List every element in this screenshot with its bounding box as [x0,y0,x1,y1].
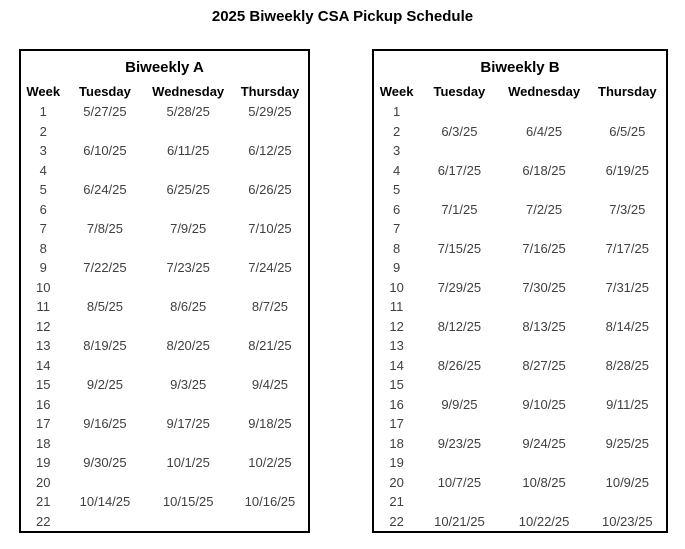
date-cell: 10/14/25 [79,494,131,510]
week-cell: 5 [393,182,401,198]
date-cell: 9/10/25 [522,396,566,412]
table-row [21,258,308,278]
date-cell [144,473,232,493]
date-cell [65,200,144,220]
date-cell [65,395,144,415]
date-cell: 10/16/25 [244,494,296,510]
week-cell: 7 [393,221,401,237]
week-cell: 17 [36,416,51,432]
date-cell [144,356,232,376]
table-row [374,512,666,532]
date-cell: 9/11/25 [606,396,649,412]
table-row [374,453,666,473]
week-cell: 7 [39,221,47,237]
date-cell: 7/23/25 [166,260,210,276]
table-row [21,141,308,161]
column-header-week: Week [26,84,61,99]
date-cell: 7/2/25 [525,201,563,217]
table-row [374,161,666,181]
table-row [21,336,308,356]
week-cell: 21 [389,494,404,510]
table-row [21,219,308,239]
week-cell: 4 [39,162,47,178]
table-row [374,356,666,376]
date-cell [419,453,499,473]
date-cell [419,102,499,122]
date-cell: 7/22/25 [83,260,127,276]
week-cell: 3 [393,143,401,159]
week-cell: 14 [389,357,404,373]
date-cell [589,336,666,356]
week-cell: 8 [393,240,401,256]
date-cell [65,473,144,493]
date-cell: 9/30/25 [83,455,127,471]
table-row [21,102,308,122]
date-cell: 7/24/25 [248,260,292,276]
table-row [21,317,308,337]
date-cell [232,356,308,376]
date-cell: 9/23/25 [437,435,482,451]
date-cell [65,122,144,142]
week-cell: 11 [36,299,50,315]
date-cell [500,297,589,317]
table-row [21,375,308,395]
week-cell: 19 [389,455,404,471]
table-row [21,395,308,415]
date-cell [500,336,589,356]
table-row [21,239,308,259]
date-cell: 8/20/25 [166,338,210,354]
date-cell [589,141,666,161]
week-cell: 10 [389,279,404,295]
date-cell [589,180,666,200]
header-row [21,81,308,102]
date-cell [589,258,666,278]
date-cell: 7/1/25 [441,201,478,217]
date-cell: 9/24/25 [522,435,566,451]
date-cell: 8/5/25 [86,299,124,315]
date-cell: 6/5/25 [609,123,646,139]
table-row [21,122,308,142]
date-cell [65,278,144,298]
table-row [21,473,308,493]
date-cell: 6/26/25 [248,182,292,198]
date-cell [232,122,308,142]
table-row [374,395,666,415]
week-cell: 3 [39,143,47,159]
week-cell: 1 [39,104,47,120]
date-cell [65,161,144,181]
table-row [21,512,308,532]
table-row [374,317,666,337]
week-cell: 9 [39,260,47,276]
week-cell: 16 [36,396,51,412]
column-header-wednesday: Wednesday [508,84,581,99]
table-row [21,453,308,473]
date-cell [144,395,232,415]
date-cell: 8/19/25 [83,338,127,354]
date-cell [419,219,499,239]
date-cell: 7/30/25 [522,279,566,295]
date-cell [419,180,499,200]
table-row [374,473,666,493]
date-cell [144,434,232,454]
date-cell: 10/1/25 [166,455,210,471]
date-cell: 8/26/25 [437,357,482,373]
date-cell [65,356,144,376]
date-cell: 8/12/25 [437,318,482,334]
date-cell: 7/29/25 [437,279,482,295]
week-cell: 1 [393,104,401,120]
date-cell [232,200,308,220]
date-cell: 8/6/25 [170,299,207,315]
week-cell: 15 [36,377,51,393]
date-cell: 5/29/25 [248,104,292,120]
column-header-thursday: Thursday [240,84,300,99]
date-cell: 8/14/25 [605,318,649,334]
date-cell: 8/13/25 [522,318,566,334]
week-cell: 6 [39,201,47,217]
date-cell: 9/18/25 [248,416,292,432]
date-cell: 10/21/25 [434,513,485,529]
date-cell: 6/18/25 [522,162,566,178]
date-cell [500,414,589,434]
table-row [374,492,666,512]
date-cell [144,278,232,298]
biweekly-b-panel [372,49,668,533]
date-cell [144,317,232,337]
table-row [374,414,666,434]
date-cell: 10/22/25 [518,513,570,529]
biweekly-b-title: Biweekly B [480,59,560,76]
date-cell: 7/10/25 [248,221,292,237]
date-cell: 9/3/25 [170,377,207,393]
date-cell: 10/15/25 [162,494,214,510]
date-cell: 9/16/25 [83,416,127,432]
column-header-wednesday: Wednesday [152,84,225,99]
date-cell: 9/25/25 [605,435,649,451]
date-cell: 9/4/25 [251,377,289,393]
biweekly-b-table [374,81,666,531]
table-row [374,297,666,317]
week-cell: 18 [389,435,404,451]
table-row [21,492,308,512]
date-cell [144,239,232,259]
table-row [21,297,308,317]
date-cell: 10/7/25 [437,474,482,490]
date-cell [589,297,666,317]
date-cell [589,102,666,122]
date-cell: 7/3/25 [609,201,646,217]
date-cell: 8/21/25 [248,338,292,354]
column-header-thursday: Thursday [598,84,657,99]
date-cell [419,297,499,317]
date-cell [232,161,308,181]
date-cell [232,278,308,298]
page-title: 2025 Biweekly CSA Pickup Schedule [211,8,474,25]
column-header-tuesday: Tuesday [79,84,131,99]
table-row [374,434,666,454]
date-cell [419,375,499,395]
week-cell: 6 [393,201,401,217]
column-header-week: Week [379,84,414,99]
date-cell: 6/24/25 [83,182,127,198]
date-cell [232,473,308,493]
table-row [374,219,666,239]
date-cell [500,180,589,200]
date-cell: 10/8/25 [522,474,566,490]
date-cell [144,122,232,142]
week-cell: 19 [36,455,51,471]
date-cell [500,219,589,239]
week-cell: 12 [389,318,404,334]
date-cell: 6/19/25 [605,162,649,178]
date-cell: 7/15/25 [437,240,482,256]
week-cell: 13 [389,338,404,354]
table-row [21,434,308,454]
date-cell [419,414,499,434]
date-cell [589,414,666,434]
table-row [21,414,308,434]
date-cell [500,258,589,278]
biweekly-a-table [21,81,308,531]
date-cell [589,219,666,239]
date-cell [500,375,589,395]
table-row [21,200,308,220]
date-cell [500,102,589,122]
date-cell [589,492,666,512]
date-cell: 9/2/25 [86,377,124,393]
date-cell [65,434,144,454]
date-cell [419,336,499,356]
date-cell: 6/10/25 [83,143,127,159]
date-cell [144,512,232,532]
table-row [21,180,308,200]
table-row [374,375,666,395]
table-row [374,258,666,278]
date-cell: 10/9/25 [605,474,649,490]
week-cell: 10 [36,279,51,295]
date-cell: 7/9/25 [170,221,207,237]
date-cell: 5/28/25 [166,104,210,120]
date-cell [232,395,308,415]
table-row [374,239,666,259]
date-cell [419,492,499,512]
date-cell [589,375,666,395]
date-cell: 7/31/25 [605,279,649,295]
date-cell: 7/17/25 [605,240,649,256]
date-cell: 8/7/25 [251,299,289,315]
table-row [374,336,666,356]
date-cell [419,141,499,161]
date-cell: 9/9/25 [441,396,478,412]
week-cell: 20 [36,474,51,490]
week-cell: 17 [389,416,404,432]
table-row [374,122,666,142]
week-cell: 13 [36,338,51,354]
header-row [374,81,666,102]
week-cell: 12 [36,318,51,334]
week-cell: 4 [393,162,401,178]
biweekly-a-panel [19,49,310,533]
date-cell: 10/23/25 [601,513,653,529]
date-cell: 8/28/25 [605,357,649,373]
date-cell: 6/3/25 [441,123,478,139]
date-cell [419,258,499,278]
table-row [374,278,666,298]
date-cell: 7/16/25 [522,240,566,256]
date-cell: 6/11/25 [166,143,210,159]
date-cell: 6/17/25 [437,162,482,178]
week-cell: 22 [36,513,51,529]
date-cell: 7/8/25 [86,221,124,237]
date-cell [232,512,308,532]
week-cell: 14 [36,357,51,373]
date-cell [144,161,232,181]
date-cell: 5/27/25 [83,104,127,120]
week-cell: 2 [39,123,47,139]
date-cell [232,317,308,337]
date-cell [65,512,144,532]
date-cell: 6/12/25 [248,143,292,159]
table-row [374,180,666,200]
date-cell [500,141,589,161]
week-cell: 16 [389,396,404,412]
biweekly-a-title: Biweekly A [125,59,204,76]
date-cell [65,317,144,337]
week-cell: 8 [39,240,47,256]
column-header-tuesday: Tuesday [433,84,486,99]
date-cell [144,200,232,220]
date-cell [589,453,666,473]
week-cell: 22 [389,513,404,529]
week-cell: 18 [36,435,51,451]
week-cell: 2 [393,123,401,139]
week-cell: 21 [36,494,51,510]
date-cell [232,434,308,454]
date-cell [500,453,589,473]
date-cell: 9/17/25 [166,416,210,432]
date-cell: 6/4/25 [525,123,563,139]
week-cell: 15 [389,377,404,393]
table-row [374,200,666,220]
week-cell: 20 [389,474,404,490]
date-cell [232,239,308,259]
table-row [21,161,308,181]
date-cell: 8/27/25 [522,357,566,373]
table-row [21,278,308,298]
table-row [374,102,666,122]
date-cell [65,239,144,259]
date-cell: 6/25/25 [166,182,210,198]
week-cell: 5 [39,182,47,198]
table-row [374,141,666,161]
week-cell: 9 [393,260,401,276]
date-cell [500,492,589,512]
week-cell: 11 [389,299,404,315]
date-cell: 10/2/25 [248,455,292,471]
table-row [21,356,308,376]
